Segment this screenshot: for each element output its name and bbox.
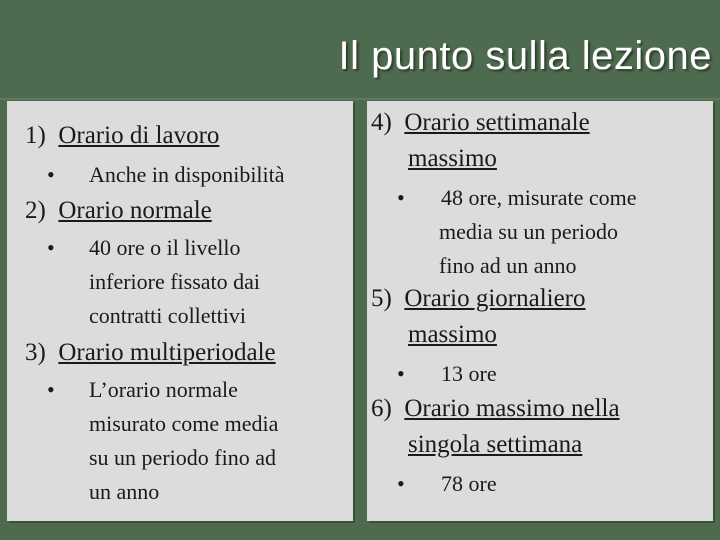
item-3-text-line-4: un anno <box>89 479 160 504</box>
bullet-icon: • <box>397 185 405 210</box>
item-6-heading-cont <box>408 428 582 462</box>
item-5-text: 13 ore <box>441 361 497 386</box>
item-label: Orario normale <box>58 197 212 224</box>
item-number: 5) <box>371 285 399 312</box>
item-label-line-2: singola settimana <box>408 431 583 458</box>
item-3-text-line-2: misurato come media <box>89 411 279 436</box>
item-2-heading <box>25 194 212 228</box>
item-6-text: 78 ore <box>441 471 497 496</box>
item-label: Orario multiperiodale <box>58 339 276 366</box>
left-panel <box>7 101 353 521</box>
right-panel <box>367 101 713 521</box>
item-6-heading <box>371 392 620 426</box>
bullet-icon: • <box>47 235 55 260</box>
item-4-text-line-3: fino ad un anno <box>439 253 577 278</box>
item-4-text-line-1: 48 ore, misurate come <box>441 185 637 210</box>
title-divider <box>0 98 720 100</box>
item-number: 3) <box>25 339 53 366</box>
item-1-text: Anche in disponibilità <box>89 162 285 187</box>
bullet-icon: • <box>397 361 405 386</box>
item-5-heading-cont <box>408 318 497 352</box>
item-2-text-line-2: inferiore fissato dai <box>89 269 261 294</box>
item-4-heading <box>371 106 590 140</box>
item-label-line-1: Orario settimanale <box>404 109 590 136</box>
item-number: 1) <box>25 122 53 149</box>
item-1-heading <box>25 119 219 153</box>
item-4-text-line-2: media su un periodo <box>439 219 619 244</box>
item-5-heading <box>371 282 586 316</box>
bullet-icon: • <box>47 162 55 187</box>
item-label-line-1: Orario giornaliero <box>404 285 586 312</box>
bullet-icon: • <box>397 471 405 496</box>
item-2-text-line-1: 40 ore o il livello <box>89 235 241 260</box>
bullet-icon: • <box>47 377 55 402</box>
item-3-text-line-3: su un periodo fino ad <box>89 445 276 470</box>
item-3-text-line-1: L’orario normale <box>89 377 238 402</box>
item-3-heading <box>25 336 276 370</box>
item-2-text-line-3: contratti collettivi <box>89 303 247 328</box>
item-label-line-2: massimo <box>408 145 497 172</box>
slide-title: Il punto sulla lezione <box>338 34 712 78</box>
item-label-line-2: massimo <box>408 321 497 348</box>
item-4-heading-cont <box>408 142 497 176</box>
item-number: 6) <box>371 395 399 422</box>
item-label: Orario di lavoro <box>58 122 220 149</box>
item-number: 4) <box>371 109 399 136</box>
item-number: 2) <box>25 197 53 224</box>
item-label-line-1: Orario massimo nella <box>404 395 620 422</box>
